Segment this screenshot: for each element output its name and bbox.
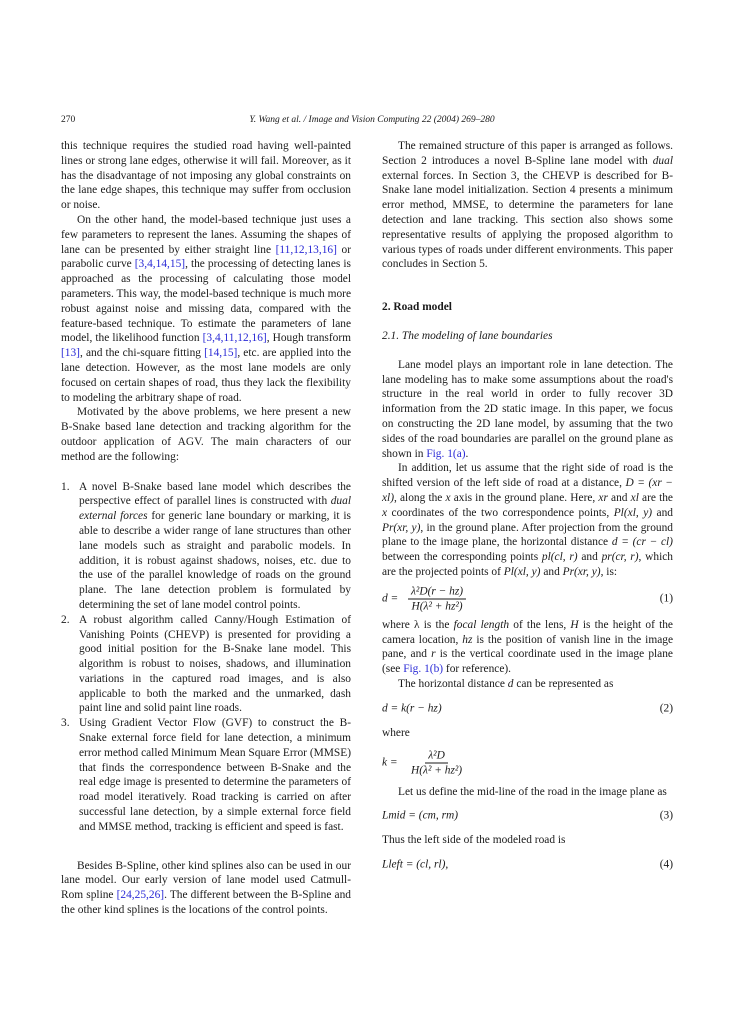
page-header <box>61 115 683 129</box>
running-head: Y. Wang et al. / Image and Vision Computing 22 (2004) 269–280 <box>249 115 495 125</box>
paragraph: Besides B-Spline, other kind splines also can be used in our lane model. Our early version of lane model used Catmull-Rom spline [24,25,26]. The different between the B-Spline and the other kind splines is the locations of the control points. <box>61 859 351 917</box>
paragraph: The remained structure of this paper is arranged as follows. Section 2 introduces a novel B-Spline lane model with dual external forces. In Section 3, the CHEVP is described for B-Snake lane model initialization. Section 4 presents a minimum error method, MMSE, to determine the parameters for lane detection and lane tracking. This section also shows some representative results of applying the proposed algorithm to various types of roads under different environments. This paper concludes in Section 5. <box>382 140 673 271</box>
paragraph: where λ is the focal length of the lens, H is the height of the camera location, hz is the position of vanish line in the image pane, and r is the vertical coordinate used in the image plane (see Fig. 1(b) for reference). <box>382 618 673 676</box>
paragraph: this technique requires the studied road having well-painted lines or strong lane edges, otherwise it will fail. Moreover, as it has the disadvantage of not imposing any global constraints on the lane edge shapes, this technique may suffer from occlusion or noise. <box>61 140 351 212</box>
section-heading: 2. Road model <box>382 301 452 314</box>
characters-list <box>61 480 351 835</box>
citation-link[interactable]: [3,4,11,12,16] <box>202 332 267 345</box>
figure-link[interactable]: Fig. 1(a) <box>426 447 466 460</box>
paragraph: Lane model plays an important role in lane detection. The lane modeling has to make some assumptions about the road's structure in the real world in order to fully recover 3D information from the 2D static image. In this paper, we focus on constructing the 2D lane model, by assuming that the two sides of the road boundaries are parallel on the ground plane as shown in Fig. 1(a). <box>382 358 673 460</box>
citation-link[interactable]: [24,25,26] <box>116 889 165 902</box>
citation-link[interactable]: [11,12,13,16] <box>275 243 337 256</box>
citation-link[interactable]: [3,4,14,15] <box>134 258 186 271</box>
list-item: 1. A novel B-Snake based lane model which describes the perspective effect of parallel lines is constructed with dual external forces for generic lane boundary or marking, it is able to describe a wider range of lane structures than other lane models such as straight and parabolic models. In addition, it is robust against shadows, noises, etc. due to the use of the parallel knowledge of roads on the ground plane. The lane detection problem is formulated by determining the set of lane model control points. <box>61 480 351 611</box>
equation-number: (4) <box>659 858 673 871</box>
paragraph: Motivated by the above problems, we here present a new B-Snake based lane detection and tracking algorithm for the outdoor application of AGV. The main characters of our method are the following: <box>61 406 351 463</box>
subsection-heading: 2.1. The modeling of lane boundaries <box>382 329 553 342</box>
page-number: 270 <box>61 115 76 125</box>
paragraph: where <box>382 726 410 739</box>
left-column <box>61 139 351 918</box>
equation-2: d = k(r − hz) (2) <box>382 702 673 715</box>
equation-1: d = $\frac{\text{λ²D(r − hz)}}{\text{H(λ² + hz²)}}$ (1) <box>382 585 673 613</box>
paragraph: Let us define the mid-line of the road in the image plane as <box>398 785 667 798</box>
citation-link[interactable]: [13] <box>61 347 80 360</box>
list-item: 2. A robust algorithm called Canny/Hough Estimation of Vanishing Points (CHEVP) is presented for providing a good initial position for the B-Snake lane model. This algorithm is robust to noises, shadows, and illumination variations in the captured road images, and is also applicable to both the marked and the unmarked, dash paint line and solid paint line roads. <box>61 613 351 715</box>
paragraph: Thus the left side of the modeled road is <box>382 834 566 847</box>
equation-number: (2) <box>659 702 673 715</box>
paragraph: In addition, let us assume that the right side of road is the shifted version of the left side of road at a distance, D = (xr − xl), along the x axis in the ground plane. Here, xr and xl are the x coordinates of the two correspondence points, Pl(xl, y) and Pr(xr, y), in the ground plane. After projection from the ground plane to the image plane, the horizontal distance d = (cr − cl) between the corresponding points pl(cl, r) and pr(cr, r), which are the projected points of Pl(xl, y) and Pr(xr, y), is: <box>382 462 674 578</box>
equation-4: Lleft = (cl, rl), (4) <box>382 858 673 871</box>
equation-number: (3) <box>659 809 673 822</box>
right-column <box>382 139 673 882</box>
equation-number: (1) <box>659 592 673 605</box>
equation-k: k = $\frac{\text{λ²D}}{\text{H(λ² + hz²)}}$ <box>382 749 463 776</box>
figure-link[interactable]: Fig. 1(b) <box>403 663 444 676</box>
paragraph: On the other hand, the model-based technique just uses a few parameters to represent the lanes. Assuming the shapes of lane can be presented by either straight line [11,12,13,16] or parabolic curve [3,4,14,15], the processing of detecting lanes is approached as the processing of calculating those model parameters. This way, the model-based technique is much more robust against noise and missing data, compared with the feature-based technique. To estimate the parameters of lane model, the likelihood function [3,4,11,12,16], Hough transform [13], and the chi-square fitting [14,15], etc. are applied into the lane detection. However, as the most lane models are only focused on certain shapes of road, thus they lack the flexibility to modeling the arbitrary shape of road. <box>61 213 351 404</box>
equation-3: Lmid = (cm, rm) (3) <box>382 809 673 822</box>
paragraph: The horizontal distance d can be represented as <box>398 677 614 690</box>
citation-link[interactable]: [14,15] <box>204 347 238 360</box>
list-item: 3. Using Gradient Vector Flow (GVF) to construct the B-Snake external force field for lane detection, a minimum error method called Minimum Mean Square Error (MMSE) that finds the correspondence between B-Snake and the real edge image is presented to determine the parameters of road model iteratively. Road tracking is carried on after successful lane detection, by a simple external force field and MMSE method, tracking is efficient and speed is fast. <box>61 717 351 833</box>
